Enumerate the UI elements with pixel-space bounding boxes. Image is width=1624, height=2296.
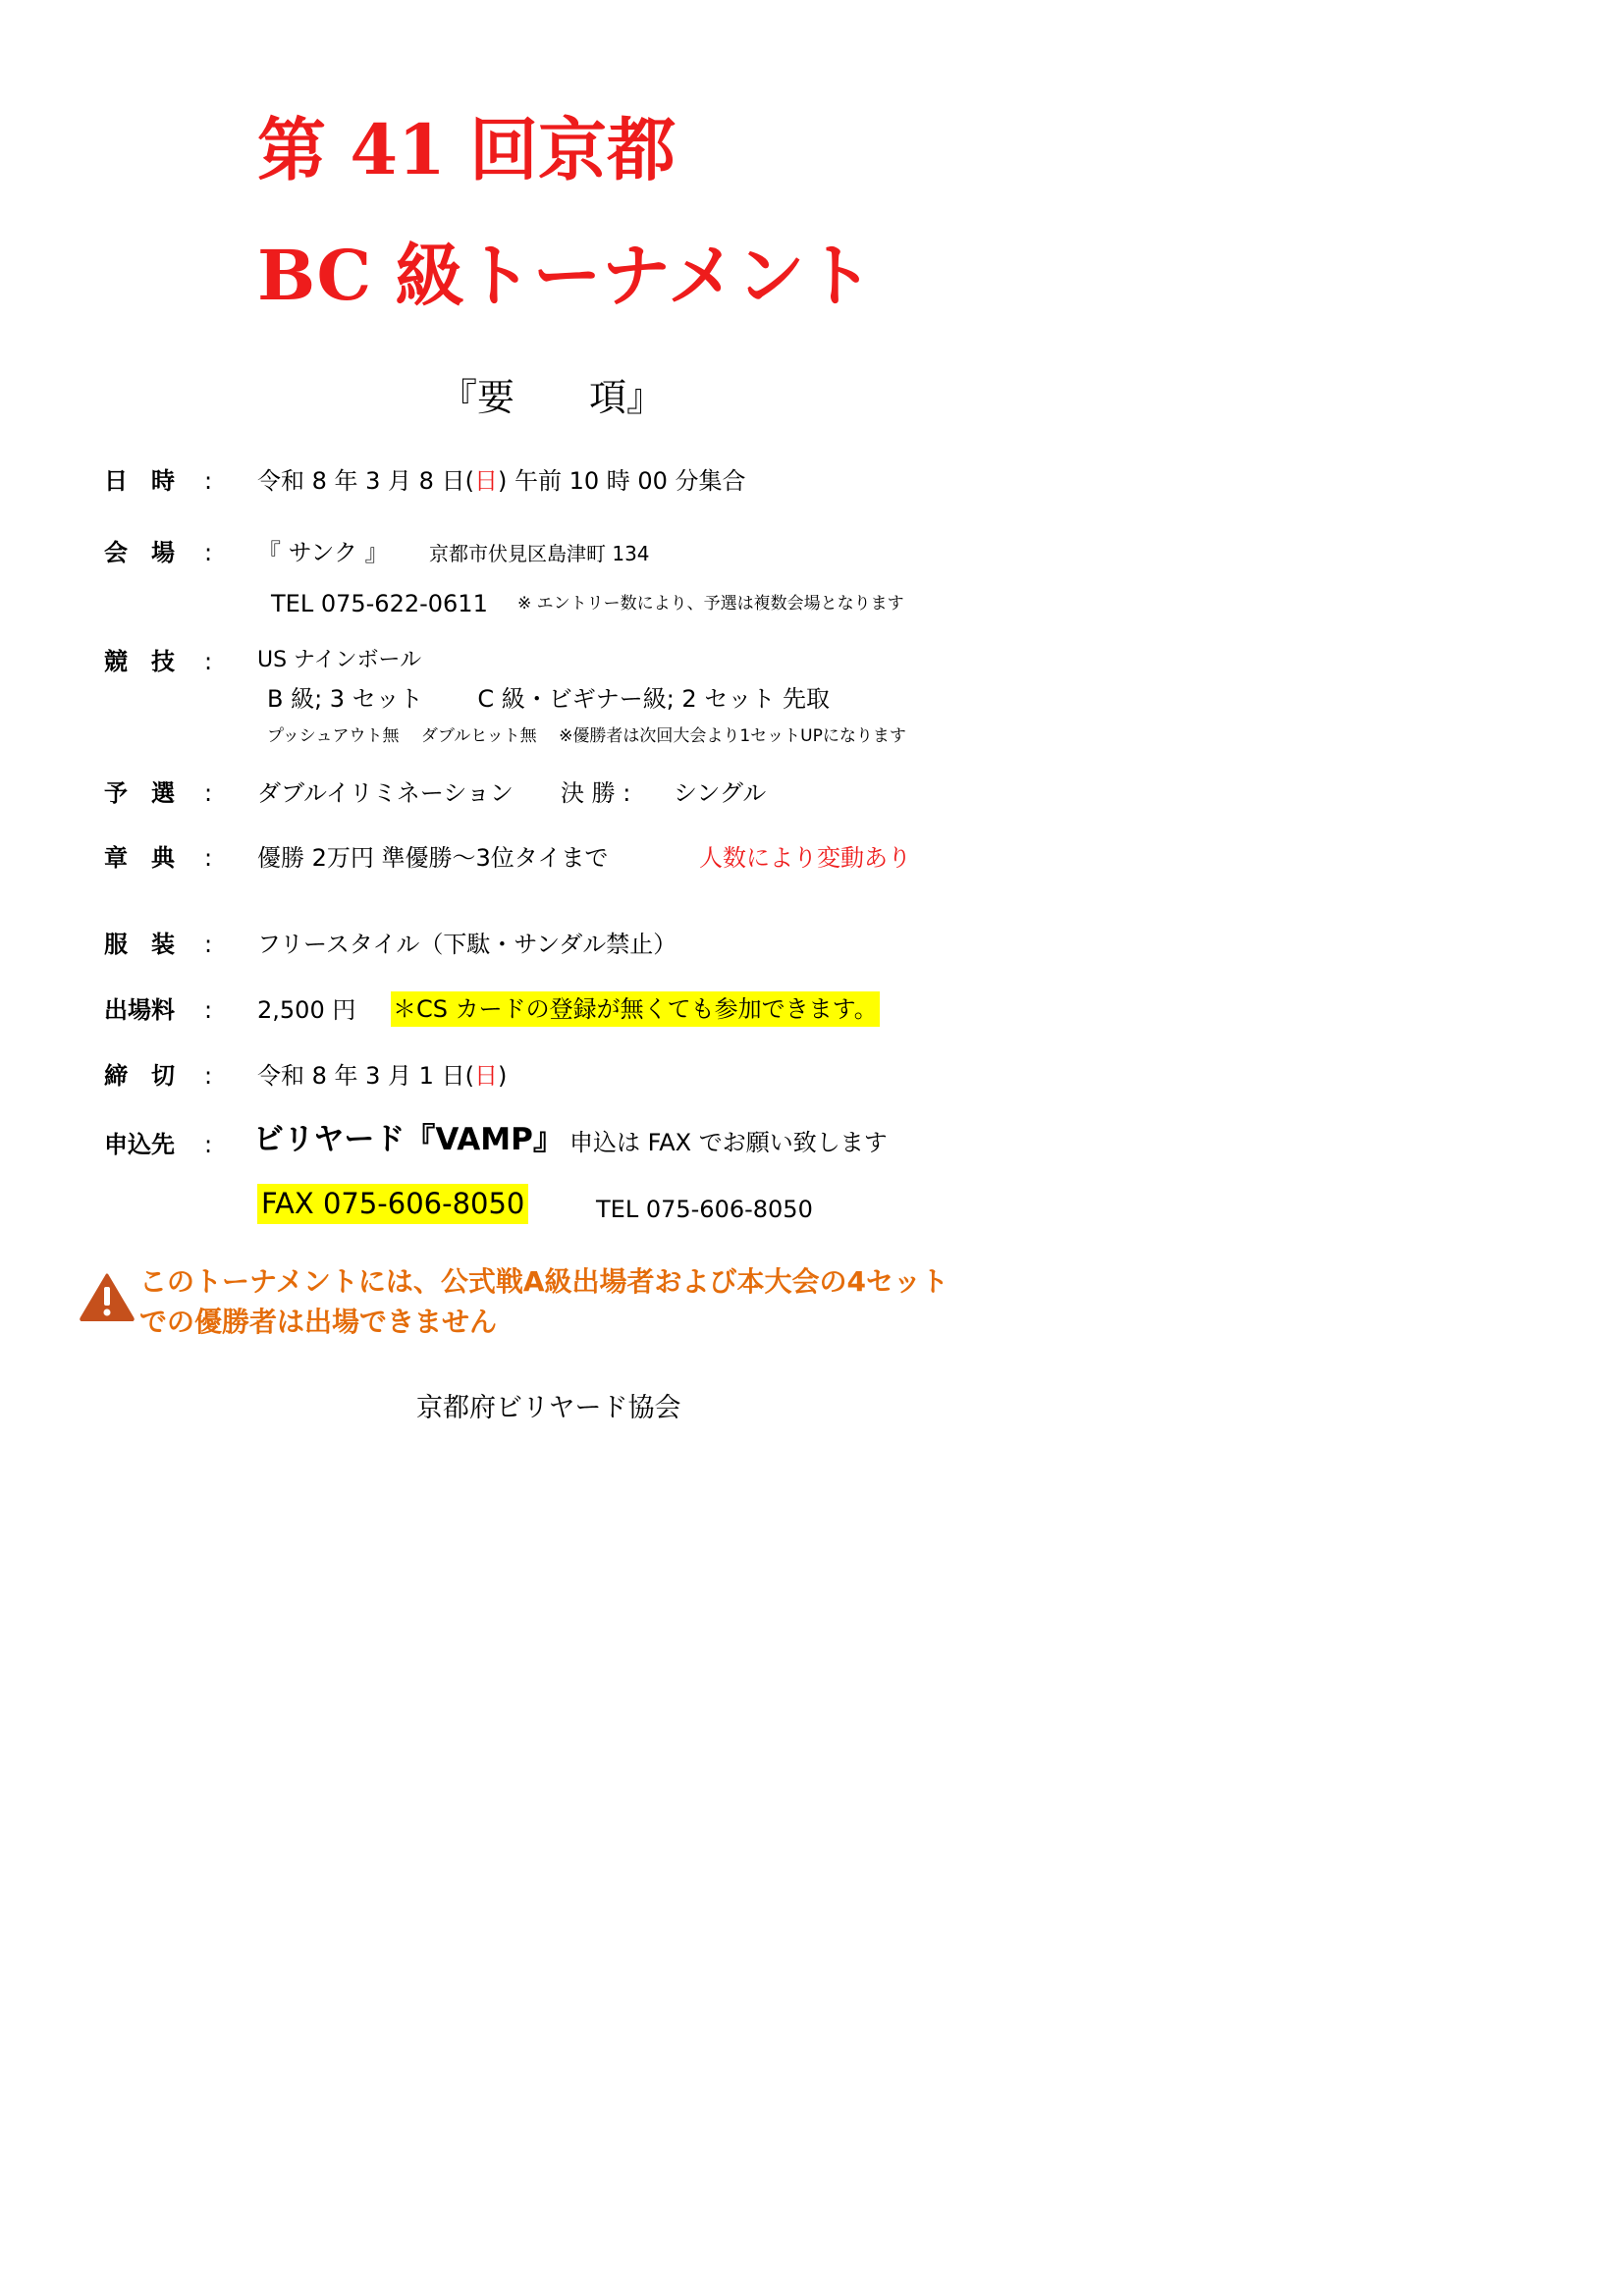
final-label: 決 勝 :	[561, 779, 631, 807]
dress-text: フリースタイル（下駄・サンダル禁止）	[257, 931, 677, 958]
title-line-1: 第 41 回京都	[257, 109, 677, 190]
venue-tel: TEL 075-622-0611	[271, 590, 488, 617]
fee-amount: 2,500 円	[257, 996, 356, 1024]
dress-label: 服 装	[104, 931, 175, 958]
apply-fax: FAX 075-606-8050	[257, 1184, 528, 1224]
deadline-value	[257, 1064, 507, 1088]
deadline-day: 日	[473, 1062, 498, 1090]
apply-colon: :	[204, 1131, 213, 1158]
datetime-colon: :	[204, 467, 213, 495]
game-label: 競 技	[104, 648, 175, 675]
game-colon: :	[204, 648, 213, 675]
game-rules: プッシュアウト無 ダブルヒット無 ※優勝者は次回大会より1セットUPになります	[267, 726, 906, 746]
venue-address: 京都市伏見区島津町 134	[429, 542, 650, 565]
datetime-text-a: 令和 8 年 3 月 8 日(	[257, 467, 474, 495]
datetime-text-b: ) 午前 10 時 00 分集合	[497, 467, 746, 495]
deadline-colon: :	[204, 1062, 213, 1090]
deadline-text-a: 令和 8 年 3 月 1 日(	[257, 1062, 474, 1090]
apply-place: ビリヤード『VAMP』	[253, 1122, 564, 1157]
organizer: 京都府ビリヤード協会	[416, 1393, 681, 1423]
warning-line-1: このトーナメントには、公式戦A級出場者および本大会の4セット	[139, 1265, 949, 1298]
venue-note: ※ エントリー数により、予選は複数会場となります	[517, 594, 904, 614]
venue-label: 会 場	[104, 539, 175, 566]
prize-note: 人数により変動あり	[699, 844, 911, 872]
prize-colon: :	[204, 844, 213, 872]
fee-label: 出場料	[104, 996, 175, 1024]
prelim-colon: :	[204, 779, 213, 807]
apply-tel: TEL 075-606-8050	[596, 1196, 813, 1223]
game-sets: B 級; 3 セット C 級・ビギナー級; 2 セット 先取	[267, 685, 830, 713]
prize-text: 優勝 2万円 準優勝～3位タイまで	[257, 844, 609, 872]
venue-name: 『 サンク 』	[257, 539, 389, 566]
apply-method: 申込は FAX でお願い致します	[569, 1129, 888, 1156]
fee-note: ＊CS カードの登録が無くても参加できます。	[391, 991, 880, 1027]
warning-triangle-icon	[79, 1272, 135, 1321]
fee-colon: :	[204, 996, 213, 1024]
prelim-text: ダブルイリミネーション	[257, 779, 514, 807]
datetime-label: 日 時	[104, 467, 175, 495]
prize-label: 章 典	[104, 844, 175, 872]
dress-colon: :	[204, 931, 213, 958]
datetime-day: 日	[473, 467, 498, 495]
venue-colon: :	[204, 539, 213, 566]
deadline-text-b: )	[497, 1062, 508, 1090]
game-type: US ナインボール	[257, 648, 422, 672]
deadline-label: 締 切	[104, 1062, 175, 1090]
title-line-2: BC 級トーナメント	[257, 235, 874, 316]
apply-label: 申込先	[104, 1131, 175, 1158]
warning-line-2: での優勝者は出場できません	[139, 1306, 498, 1338]
subtitle: 『要 項』	[440, 376, 665, 419]
datetime-value	[257, 469, 746, 493]
final-text: シングル	[674, 779, 767, 807]
prelim-label: 予 選	[104, 779, 175, 807]
